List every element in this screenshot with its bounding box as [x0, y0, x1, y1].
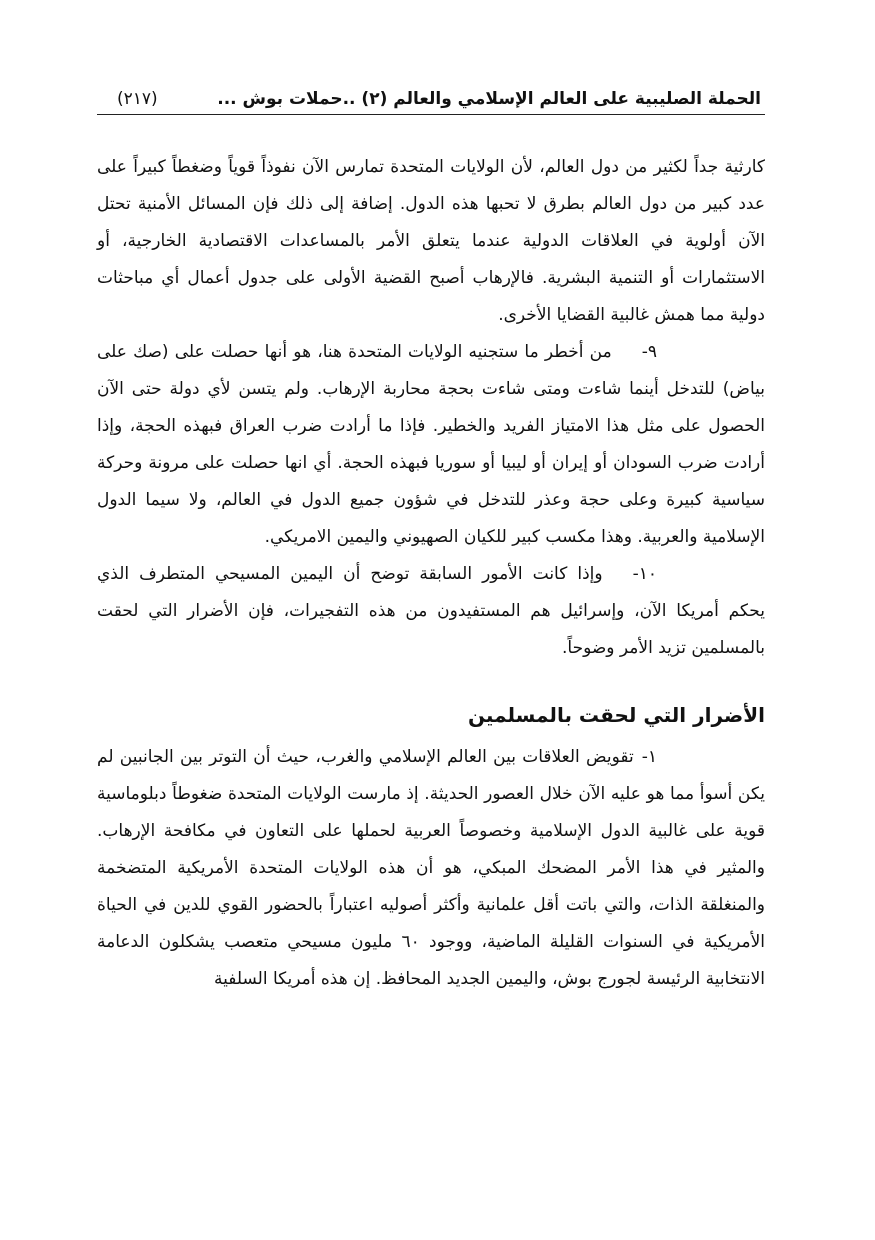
numbered-paragraph-10 — [97, 556, 765, 667]
header-title: الحملة الصليبية على العالم الإسلامي والعالم (٢) ..حملات بوش ... — [217, 89, 761, 109]
item-number: ٩- — [641, 342, 657, 362]
paragraph-continuation: كارثية جداً لكثير من دول العالم، لأن الولايات المتحدة تمارس الآن نفوذاً قوياً وضغطاً كبيراً على عدد كبير من دول العالم بطرق لا تحبها هذه الدول. إضافة إلى ذلك فإن المسائل الأمنية تحتل الآن أولوية في العلاقات الدولية عندما يتعلق الأمر بالمساعدات الاقتصادية الخارجية، أو الاستثمارات أو التنمية البشرية. فالإرهاب أصبح القضية الأولى على جدول أعمال أي مباحثات دولية مما همش غالبية القضايا الأخرى. — [97, 157, 765, 325]
numbered-paragraph-1 — [97, 739, 765, 998]
paragraph-text: تقويض العلاقات بين العالم الإسلامي والغرب، حيث أن التوتر بين الجانبين لم يكن أسوأ مما هو عليه الآن خلال العصور الحديثة. إذ مارست الولايات المتحدة ضغوطاً دبلوماسية قوية على غالبية الدول الإسلامية وخصوصاً العربية لحملها على التعاون في مكافحة الإرهاب. والمثير في هذا الأمر المضحك المبكي، هو أن هذه الولايات المتحدة الأمريكية المتضخمة والمنغلقة الذات، والتي باتت أقل علمانية وأكثر أصوليه اعتباراً بالحضور القوي للدين في الحياة الأمريكية في السنوات القليلة الماضية، ووجود ٦٠ مليون مسيحي متعصب يشكلون الدعامة الانتخابية الرئيسة لجورج بوش، واليمين الجديد المحافظ. إن هذه أمريكا السلفية — [97, 747, 765, 989]
section-heading: الأضرار التي لحقت بالمسلمين — [467, 703, 765, 727]
running-header — [97, 80, 765, 115]
paragraph-text: وإذا كانت الأمور السابقة توضح أن اليمين المسيحي المتطرف الذي يحكم أمريكا الآن، وإسرائيل هم المستفيدون من هذه التفجيرات، فإن الأضرار التي لحقت بالمسلمين تزيد الأمر وضوحاً. — [97, 564, 765, 658]
page-number: (٢١٧) — [117, 89, 158, 109]
item-number: ١٠- — [632, 564, 657, 584]
item-number: ١- — [641, 747, 657, 767]
body-text — [97, 149, 765, 998]
paragraph-text: من أخطر ما ستجنيه الولايات المتحدة هنا، هو أنها حصلت على (صك على بياض) للتدخل أينما شاءت ومتى شاءت بحجة محاربة الإرهاب. ولم يتسن لأي دولة حتى الآن الحصول على مثل هذا الامتياز الفريد والخطير. فإذا ما أرادت ضرب العراق فبهذه الحجة، وإذا أرادت ضرب السودان أو إيران أو ليبيا أو سوريا فبهذه الحجة. أي انها حصلت على مرونة وحركة سياسية كبيرة وعلى حجة وعذر للتدخل في شؤون جميع الدول في العالم، ولا سيما الدول الإسلامية والعربية. وهذا مكسب كبير للكيان الصهيوني واليمين الامريكي. — [97, 342, 765, 547]
numbered-paragraph-9 — [97, 334, 765, 556]
document-page — [97, 80, 765, 998]
